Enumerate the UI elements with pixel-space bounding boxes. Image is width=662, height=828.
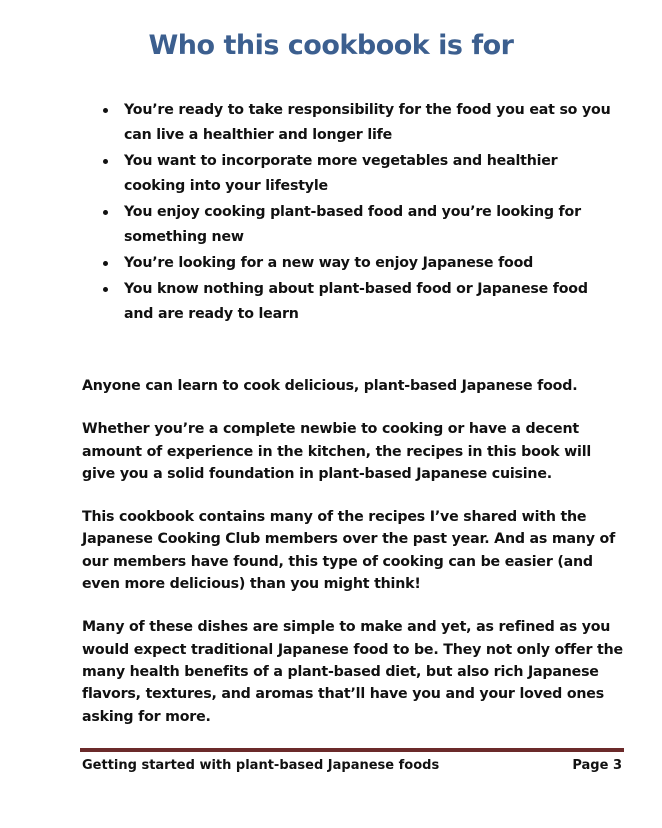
benefits-paragraph: Many of these dishes are simple to make and yet, as refined as you would expect traditional Japanese food to be. They not only offer the many health benefits of a plant-based diet, but also rich Japanese flavors, textures, and aromas that’ll have you and your loved ones asking for more. — [82, 619, 623, 725]
bullet-item — [100, 200, 620, 250]
bullet-text: You’re ready to take responsibility for the food you eat so you can live a healthier and longer life — [124, 102, 611, 143]
footer-divider — [80, 748, 624, 752]
bullet-item — [100, 277, 620, 327]
bullet-item — [100, 98, 620, 148]
bullet-dot-icon — [103, 108, 108, 113]
club-recipes-paragraph: This cookbook contains many of the recipes I’ve shared with the Japanese Cooking Club members over the past year. And as many of our members have found, this type of cooking can be easier (and even more delicious) than you might think! — [82, 509, 616, 593]
audience-bullet-list — [100, 98, 620, 328]
bullet-item — [100, 149, 620, 199]
bullet-text: You want to incorporate more vegetables and healthier cooking into your lifestyle — [124, 153, 558, 194]
page-number: Page 3 — [572, 758, 622, 773]
body-copy — [82, 375, 627, 749]
bullet-text: You enjoy cooking plant-based food and you’re looking for something new — [124, 204, 581, 245]
bullet-dot-icon — [103, 287, 108, 292]
bullet-dot-icon — [103, 261, 108, 266]
bullet-text: You know nothing about plant-based food or Japanese food and are ready to learn — [124, 281, 588, 322]
intro-paragraph: Anyone can learn to cook delicious, plant-based Japanese food. — [82, 378, 578, 394]
bullet-text: You’re looking for a new way to enjoy Japanese food — [124, 255, 534, 271]
page-title: Who this cookbook is for — [148, 30, 514, 61]
footer-book-title: Getting started with plant-based Japanese foods — [82, 758, 440, 773]
bullet-dot-icon — [103, 159, 108, 164]
bullet-item — [100, 251, 620, 276]
page-footer — [82, 756, 622, 776]
experience-paragraph: Whether you’re a complete newbie to cooking or have a decent amount of experience in the kitchen, the recipes in this book will give you a solid foundation in plant-based Japanese cuisine. — [82, 421, 592, 482]
bullet-dot-icon — [103, 210, 108, 215]
